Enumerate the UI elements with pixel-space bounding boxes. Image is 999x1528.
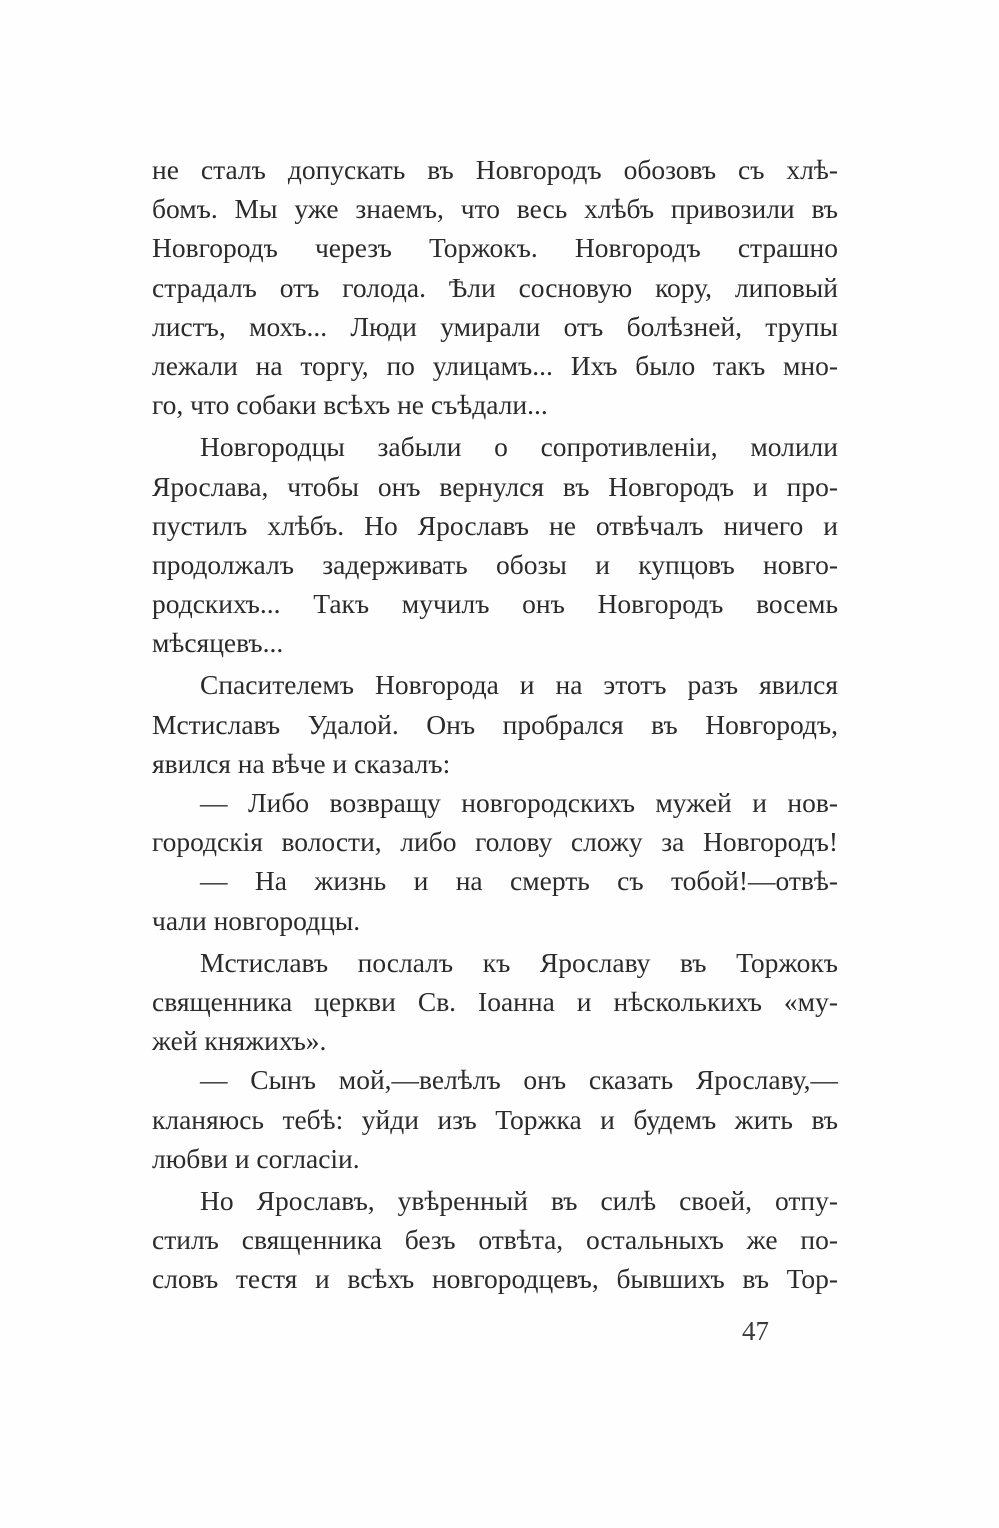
text-line: любви и согласіи. <box>152 1142 360 1174</box>
text-line: чали новгородцы. <box>152 904 361 936</box>
text-line: листъ, мохъ... Люди умирали отъ болѣзней, трупы <box>152 310 838 342</box>
text-line: мѣсяцевъ... <box>152 627 284 659</box>
text-line: Спасителемъ Новгорода и на этотъ разъ явился <box>200 669 838 701</box>
text-line: не сталъ допускать въ Новгородъ обозовъ съ хлѣ- <box>152 154 838 185</box>
text-line: лежали на торгу, по улицамъ... Ихъ было такъ мно- <box>152 349 838 381</box>
text-line: Мстиславъ Удалой. Онъ пробрался въ Новгородъ, <box>152 708 838 740</box>
text-line: го, что собаки всѣхъ не съѣдали... <box>152 389 548 421</box>
text-line: родскихъ... Такъ мучилъ онъ Новгородъ восемь <box>152 588 838 620</box>
body-text <box>152 150 838 1298</box>
text-line: Но Ярославъ, увѣренный въ силѣ своей, отпу- <box>200 1184 838 1216</box>
text-line: Ярослава, чтобы онъ вернулся въ Новгородъ и про- <box>152 470 838 502</box>
text-line: бомъ. Мы уже знаемъ, что весь хлѣбъ привозили въ <box>152 193 838 225</box>
text-line: — Сынъ мой,—велѣлъ онъ сказать Ярославу,— <box>200 1064 838 1096</box>
text-line: явился на вѣче и сказалъ: <box>152 747 451 779</box>
text-line: кланяюсь тебѣ: уйди изъ Торжка и будемъ жить въ <box>152 1103 838 1135</box>
text-line: городскія волости, либо голову сложу за Новгородъ! <box>152 826 838 858</box>
page-number: 47 <box>742 1316 769 1346</box>
text-line: жей княжихъ». <box>152 1025 327 1057</box>
text-line: Новгородъ черезъ Торжокъ. Новгородъ страшно <box>152 232 838 264</box>
text-line: страдалъ отъ голода. Ѣли сосновую кору, липовый <box>152 271 838 303</box>
text-line: продолжалъ задерживать обозы и купцовъ новго- <box>152 548 838 580</box>
text-line: пустилъ хлѣбъ. Но Ярославъ не отвѣчалъ ничего и <box>152 509 838 541</box>
text-line: — Либо возвращу новгородскихъ мужей и нов- <box>200 787 838 818</box>
text-line: словъ тестя и всѣхъ новгородцевъ, бывшихъ въ Тор- <box>152 1263 838 1295</box>
text-line: — На жизнь и на смерть съ тобой!—отвѣ- <box>200 865 838 897</box>
text-line: стилъ священника безъ отвѣта, остальныхъ же по- <box>152 1224 838 1256</box>
text-line: Мстиславъ послалъ къ Ярославу въ Торжокъ <box>200 946 838 978</box>
text-line: Новгородцы забыли о сопротивленіи, молили <box>200 431 838 463</box>
text-line: священника церкви Св. Іоанна и нѣсколькихъ «му- <box>152 985 838 1017</box>
